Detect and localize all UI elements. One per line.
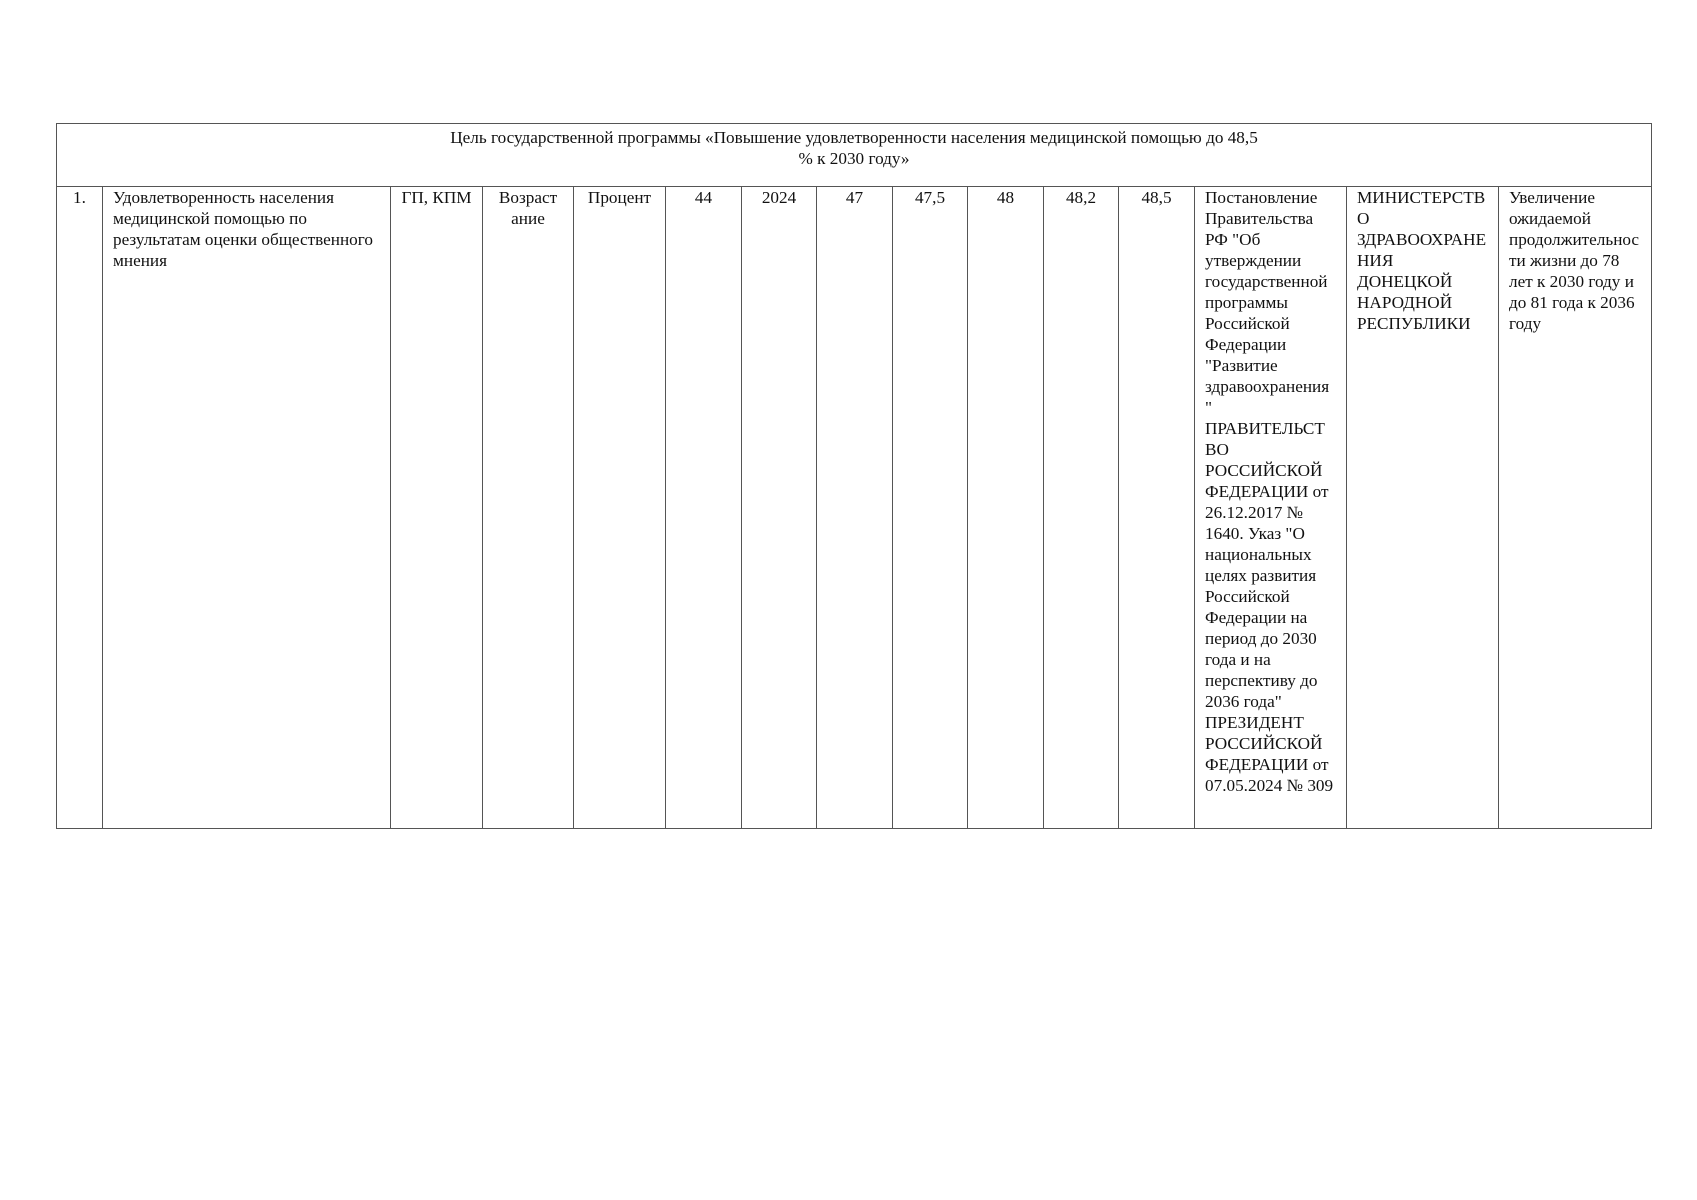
responsible-body: МИНИСТЕРСТВО ЗДРАВООХРАНЕНИЯ ДОНЕЦКОЙ НАРОДНОЙ РЕСПУБЛИКИ bbox=[1347, 187, 1499, 829]
indicator-name: Удовлетворенность населения медицинской помощью по результатам оценки общественного мнения bbox=[103, 187, 391, 829]
base-year: 2024 bbox=[742, 187, 817, 829]
legal-documents: Постановление Правительства РФ "Об утверждении государственной программы Российской Федерации "Развитие здравоохранения" ПРАВИТЕЛЬСТВО РОССИЙСКОЙ ФЕДЕРАЦИИ от 26.12.2017 № 1640. Указ "О национальных целях развития Российской Федерации на период до 2030 года и на перспективу до 2036 года" ПРЕЗИДЕНТ РОССИЙСКОЙ ФЕДЕРАЦИИ от 07.05.2024 № 309 bbox=[1195, 187, 1347, 829]
indicator-trend: Возраст ание bbox=[483, 187, 574, 829]
row-number: 1. bbox=[57, 187, 103, 829]
target-value-3: 48 bbox=[968, 187, 1044, 829]
indicator-level: ГП, КПМ bbox=[391, 187, 483, 829]
goal-row bbox=[57, 124, 1652, 187]
target-value-5: 48,5 bbox=[1119, 187, 1195, 829]
table-row bbox=[57, 187, 1652, 829]
base-value: 44 bbox=[666, 187, 742, 829]
target-value-1: 47 bbox=[817, 187, 893, 829]
target-value-2: 47,5 bbox=[893, 187, 968, 829]
goal-title: Цель государственной программы «Повышение удовлетворенности населения медицинской помощью до 48,5 % к 2030 году» bbox=[450, 128, 1258, 168]
indicator-table bbox=[56, 123, 1652, 829]
indicator-unit: Процент bbox=[574, 187, 666, 829]
target-value-4: 48,2 bbox=[1044, 187, 1119, 829]
national-goal-link: Увеличение ожидаемой продолжительности жизни до 78 лет к 2030 году и до 81 года к 2036 году bbox=[1499, 187, 1652, 829]
goal-cell bbox=[57, 124, 1652, 187]
